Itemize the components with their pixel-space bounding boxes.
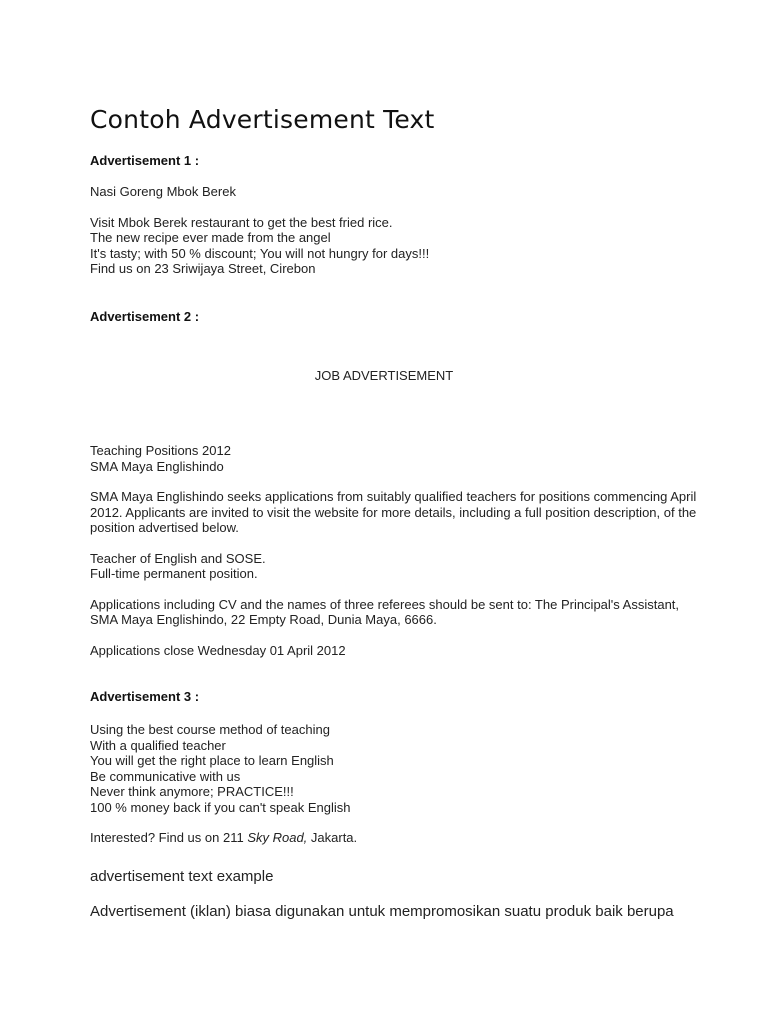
- job-description: SMA Maya Englishindo seeks applications from suitably qualified teachers for positions commencing April 2012. Applicants are invited to visit the website for more details, including a full position description, of the position advertised below.: [90, 489, 697, 535]
- application-closing: Applications close Wednesday 01 April 2012: [90, 642, 346, 658]
- contact-prefix: Interested? Find us on 211: [90, 830, 248, 845]
- advertisement-3-line: You will get the right place to learn English: [90, 753, 334, 768]
- contact-suffix: Jakarta.: [307, 830, 358, 845]
- advertisement-3-section: [90, 689, 710, 846]
- page-title: Contoh Advertisement Text: [90, 105, 435, 134]
- advertisement-1-line: It's tasty; with 50 % discount; You will not hungry for days!!!: [90, 245, 430, 261]
- advertisement-2-heading: Advertisement 2 :: [90, 308, 200, 324]
- application-instructions: Applications including CV and the names of three referees should be sent to: The Principal's Assistant, SMA Maya Englishindo, 22 Empty Road, Dunia Maya, 6666.: [90, 596, 680, 627]
- school-name: SMA Maya Englishindo: [90, 458, 224, 474]
- advertisement-1-name: Nasi Goreng Mbok Berek: [90, 184, 236, 199]
- advertisement-1-line: Find us on 23 Sriwijaya Street, Cirebon: [90, 261, 316, 276]
- advertisement-2-section: [90, 309, 710, 659]
- job-role-type: Full-time permanent position.: [90, 566, 258, 581]
- job-role: Teacher of English and SOSE.: [90, 550, 266, 566]
- advertisement-1-section: [90, 153, 710, 277]
- advertisement-3-line: 100 % money back if you can't speak English: [90, 799, 351, 815]
- document-page: [90, 105, 710, 921]
- advertisement-3-contact: [90, 830, 710, 846]
- intro-paragraph: Advertisement (iklan) biasa digunakan untuk mempromosikan suatu produk baik berupa: [90, 902, 674, 920]
- advertisement-3-line: Never think anymore; PRACTICE!!!: [90, 784, 294, 799]
- advertisement-3-line: Be communicative with us: [90, 768, 241, 784]
- advertisement-1-line: Visit Mbok Berek restaurant to get the best fried rice.: [90, 214, 393, 230]
- job-advertisement-banner: JOB ADVERTISEMENT: [314, 367, 454, 383]
- contact-street: Sky Road,: [247, 830, 308, 845]
- section-subtitle: advertisement text example: [90, 867, 274, 885]
- advertisement-3-line: Using the best course method of teaching: [90, 722, 330, 737]
- advertisement-1-heading: Advertisement 1 :: [90, 153, 200, 168]
- advertisement-3-line: With a qualified teacher: [90, 737, 226, 753]
- advertisement-1-line: The new recipe ever made from the angel: [90, 230, 331, 245]
- position-title: Teaching Positions 2012: [90, 443, 231, 458]
- advertisement-3-heading: Advertisement 3 :: [90, 689, 200, 704]
